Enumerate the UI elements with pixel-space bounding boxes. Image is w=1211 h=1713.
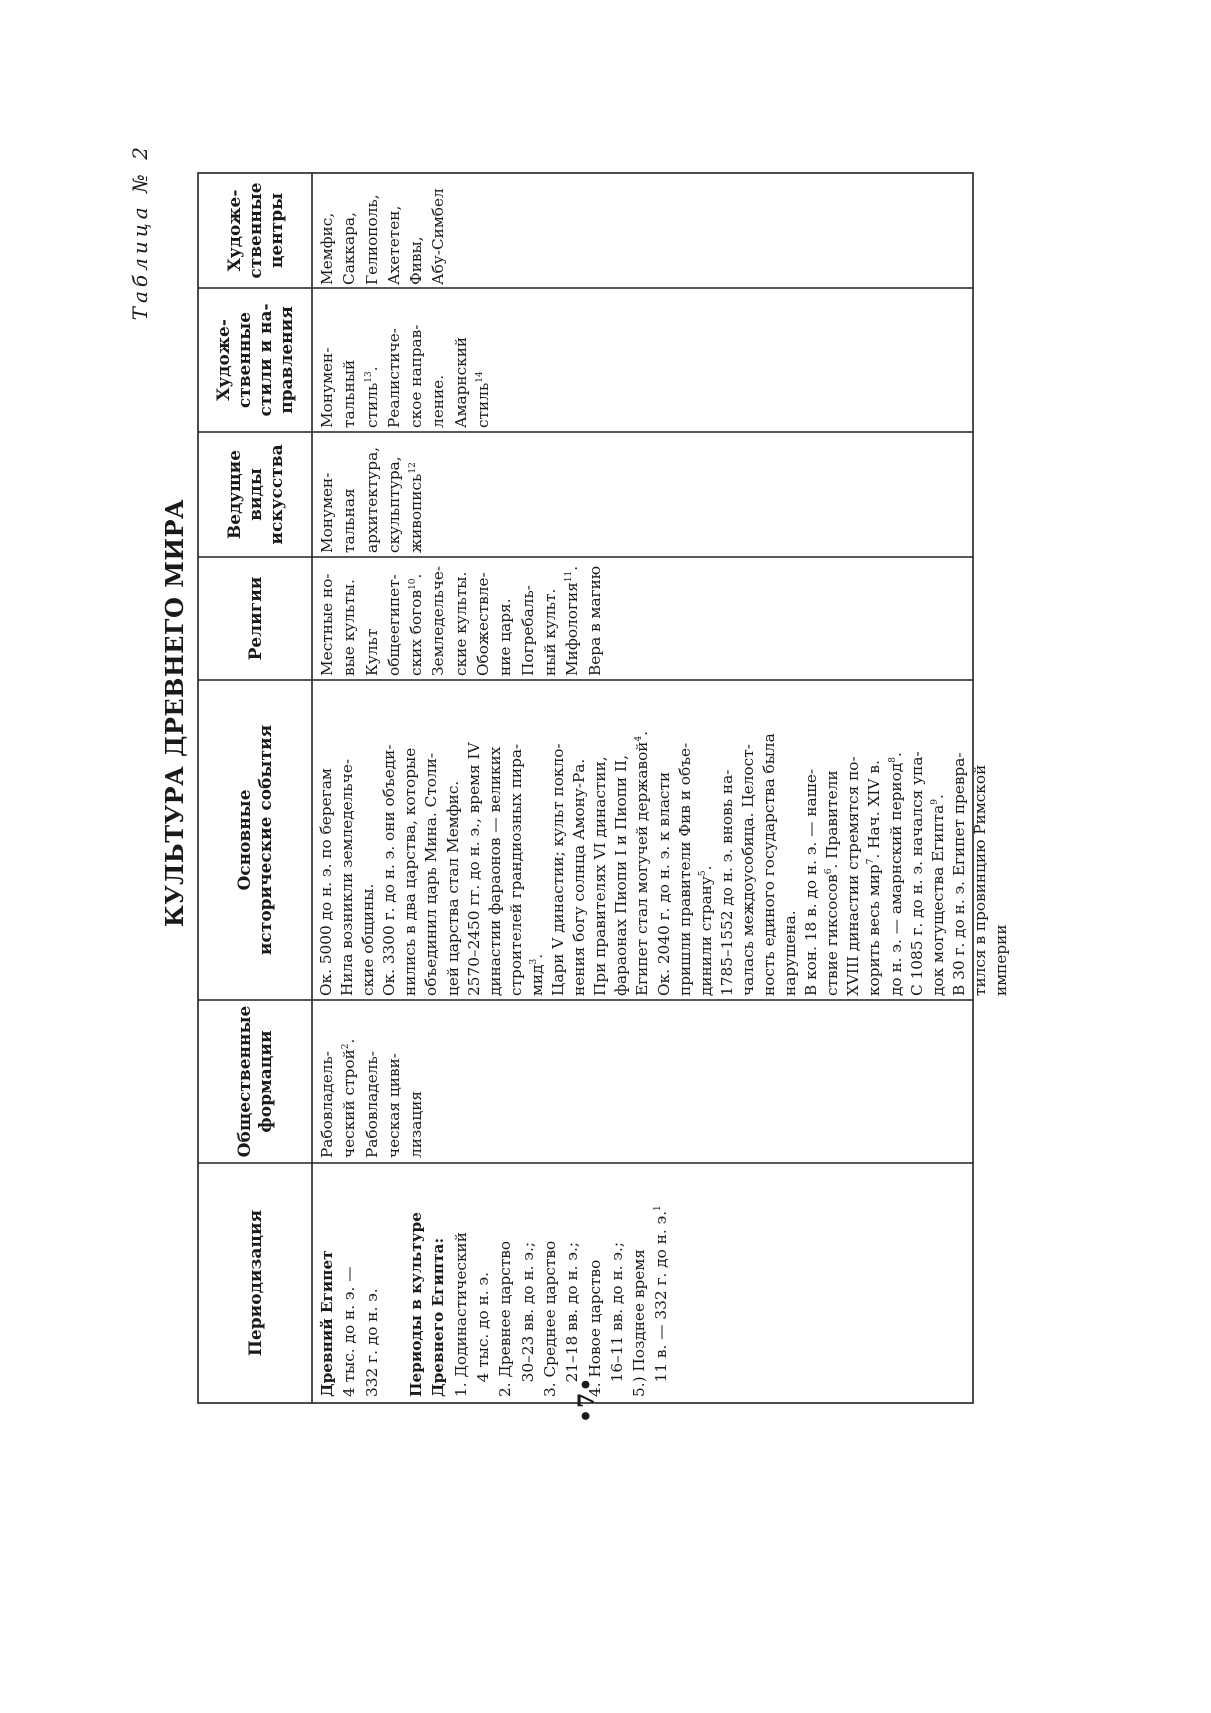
religion-line: Местные но- xyxy=(318,573,336,676)
event-line: Цари V династии; культ покло- xyxy=(549,743,568,996)
center-line: Фивы, xyxy=(407,236,426,285)
footnote-ref: 7 xyxy=(866,858,877,865)
event-line: Нила возникли земледельче- xyxy=(338,758,357,996)
period-item: 16–11 вв. до н. э.; xyxy=(607,1242,626,1383)
event-line: нарушена. xyxy=(781,910,800,996)
cell-periodization xyxy=(316,1205,673,1397)
formation-line: Рабовладель- xyxy=(362,1051,381,1158)
cell-formations xyxy=(316,1039,427,1158)
period-item: 5.) Позднее время xyxy=(630,1249,649,1397)
period-heading: Древний Египет xyxy=(318,1250,336,1397)
footnote-ref: 6 xyxy=(824,868,835,875)
cell-religions: Местные но- вые культы. Культ общеегипет- ских богов$^{10}$. Земледельче- ские культы. Обожествле- ние царя. Погребаль- ный культ. Мифология$^{11}$. Вера в магию xyxy=(318,565,604,676)
periods-heading-2: Древнего Египта: xyxy=(429,1237,448,1397)
art-line: живопись xyxy=(407,473,426,553)
footnote-ref: 2 xyxy=(341,1043,352,1050)
event-line: династии фараонов — великих xyxy=(485,746,504,996)
footnote-ref: 12 xyxy=(408,462,419,474)
event-line: Ок. 5000 до н. э. по берегам xyxy=(317,768,335,996)
period-item: 3. Среднее царство xyxy=(540,1240,559,1397)
center-line: Абу-Симбел xyxy=(429,188,448,285)
event-line: док могущества Египта xyxy=(928,804,947,996)
event-line: В кон. 18 в. до н. э. — наше- xyxy=(802,768,821,996)
style-line: ское направ- xyxy=(407,324,426,428)
event-line: фараонах Пиопи I и Пиопи II, xyxy=(612,755,631,996)
header-styles: Художе- ственные стили и на- правления xyxy=(214,303,297,417)
event-line: чалась междоусобица. Целост- xyxy=(738,744,757,996)
header-events: Основные исторические события xyxy=(235,724,276,956)
event-line: При правителях VI династии, xyxy=(591,756,610,996)
header-religions: Религии xyxy=(245,576,266,661)
cell-arts xyxy=(316,447,427,553)
event-line: ность единого государства была xyxy=(759,733,778,996)
footnote-ref: 8 xyxy=(887,757,898,763)
period-range-2: 332 г. до н. э. xyxy=(362,1288,381,1397)
footnote-ref: 14 xyxy=(474,371,485,383)
page-number: •7• xyxy=(574,1376,600,1423)
period-item: 30–23 вв. до н. э.; xyxy=(518,1242,537,1383)
event-line: мид xyxy=(527,964,546,996)
period-item: 21–18 вв. до н. э.; xyxy=(563,1242,582,1383)
event-line: нились в два царства, которые xyxy=(401,747,420,996)
formation-line: лизация xyxy=(407,1090,426,1158)
event-line: до н. э. — амарнский период xyxy=(886,762,905,996)
header-arts: Ведущие виды искусства xyxy=(224,444,287,545)
event-line: В 30 г. до н. э. Египет превра- xyxy=(949,752,968,996)
religion-line: Культ xyxy=(362,628,381,676)
event-line: ские общины. xyxy=(359,883,378,996)
style-line: тальный xyxy=(340,359,359,428)
event-line: 2570–2450 гг. до н. э., время IV xyxy=(464,742,483,996)
period-item: 2. Древнее царство xyxy=(496,1240,515,1397)
center-line: Мемфис, xyxy=(318,212,336,285)
page-title: КУЛЬТУРА ДРЕВНЕГО МИРА xyxy=(160,498,189,928)
event-line: динили страну xyxy=(696,876,715,996)
style-line: ление. xyxy=(429,374,448,428)
cell-centers xyxy=(316,188,450,285)
period-item: 4 тыс. до н. э. xyxy=(474,1272,493,1383)
formation-line: ческая циви- xyxy=(384,1053,403,1158)
style-line: Монумен- xyxy=(318,347,336,428)
period-item: 11 в. — 332 г. до н. э. xyxy=(652,1210,671,1383)
art-line: Монумен- xyxy=(318,472,336,553)
event-line-tail: . Правители xyxy=(823,770,842,869)
footnote-ref: 3 xyxy=(528,958,539,965)
religion-line: Вера в магию xyxy=(585,565,604,676)
event-line: 1785–1552 до н. э. вновь на- xyxy=(717,769,736,996)
event-line: империи xyxy=(992,924,1010,996)
style-line: стиль xyxy=(474,382,493,428)
event-line: тился в провинцию Римской xyxy=(970,764,989,996)
event-line: корить весь мир xyxy=(865,864,884,996)
religion-line: ный культ. xyxy=(540,588,559,676)
center-line: Гелиополь, xyxy=(362,194,381,285)
footnote-ref: 10 xyxy=(408,578,419,590)
footnote-ref: 13 xyxy=(363,371,374,383)
footnote-ref: 4 xyxy=(634,735,645,742)
religion-line: ние царя. xyxy=(496,598,515,676)
event-line: цей царства стал Мемфис. xyxy=(443,780,462,996)
style-line: стиль xyxy=(362,382,381,428)
religion-line: Погребаль- xyxy=(518,585,537,676)
event-line-tail: . Нач. XIV в. xyxy=(865,760,884,859)
cell-styles: Монумен- тальный стиль$^{13}$. Реалистиче- ское направ- ление. Амарнский стиль$^{14}$ xyxy=(318,324,493,428)
religion-line: общеегипет- xyxy=(384,574,403,676)
center-line: Ахететен, xyxy=(384,205,403,285)
header-centers: Художе- ственные центры xyxy=(224,182,287,279)
event-line: Египет стал могучей державой xyxy=(633,741,652,996)
event-line: ствие гиксосов xyxy=(823,874,842,996)
center-line: Саккара, xyxy=(340,212,359,285)
event-line: Ок. 2040 г. до н. э. к власти xyxy=(654,771,673,996)
footnote-ref: 1 xyxy=(653,1205,664,1211)
period-item: 1. Додинастический xyxy=(451,1232,470,1397)
religion-line: Обожествле- xyxy=(474,572,493,676)
periods-heading-1: Периоды в культуре xyxy=(407,1212,426,1397)
formation-line-tail: . xyxy=(340,1038,359,1044)
cell-events: Ок. 5000 до н. э. по берегам Нила возникли земледельче- ские общины. Ок. 3300 г. до н. э. они объеди- нились в два царства, которые объединил царь Мина. Столи- цей царства стал Мемфис. 2570–2450 гг. до н. э., время IV династии фараонов — великих строителей грандиозных пира- мид$^3$. Цари V династии; культ покло- нения богу солнца Амону-Ра. При правителях VI династии, фараонах Пиопи I и Пиопи II, Египет стал могучей державой$^4$. Ок. 2040 г. до н. э. к власти пришли правители Фив и объе- динили страну$^5$. 1785–1552 до н. э. вновь на- чалась междоусобица. Целост- ность единого государства была нарушена. В кон. 18 в. до н. э. — наше- ствие гиксосов$^6$. Правители XVIII династии стремятся по- корить весь мир$^7$. Нач. XIV в. до н. э. — амарнский период$^8$. С 1085 г. до н. э. начался упа- док могущества Египта$^9$. В 30 г. до н. э. Египет превра- тился в провинцию Римской империи xyxy=(317,730,1010,996)
event-line: пришли правители Фив и объе- xyxy=(675,742,694,996)
period-range-1: 4 тыс. до н. э. — xyxy=(340,1266,359,1397)
religion-line: вые культы. xyxy=(340,579,359,676)
event-line: XVIII династии стремятся по- xyxy=(844,756,863,996)
header-periodization: Периодизация xyxy=(245,1209,266,1357)
style-line: Реалистиче- xyxy=(384,328,403,428)
footnote-ref: 5 xyxy=(697,870,708,877)
art-line: скульптура, xyxy=(384,456,403,553)
religion-line: Земледельче- xyxy=(429,565,448,676)
table-label: Таблица № 2 xyxy=(128,143,152,321)
event-line: Ок. 3300 г. до н. э. они объеди- xyxy=(380,744,399,996)
event-line: объединил царь Мина. Столи- xyxy=(422,752,441,996)
formation-line: ческий строй xyxy=(340,1049,359,1158)
event-line: нения богу солнца Амону-Ра. xyxy=(570,758,589,996)
religion-line: ских богов xyxy=(407,589,426,676)
period-item: 4. Новое царство xyxy=(585,1259,604,1397)
event-line: С 1085 г. до н. э. начался упа- xyxy=(907,751,926,996)
event-line: строителей грандиозных пира- xyxy=(506,743,525,996)
religion-line: ские культы. xyxy=(451,571,470,676)
religion-line: Мифология xyxy=(563,582,582,676)
formation-line: Рабовладель- xyxy=(318,1051,336,1158)
art-line: архитектура, xyxy=(362,446,381,553)
header-formations: Общественные формации xyxy=(235,1005,276,1158)
style-line: Амарнский xyxy=(451,336,470,428)
footnote-ref: 9 xyxy=(929,799,940,805)
art-line: тальная xyxy=(340,488,359,553)
footnote-ref: 11 xyxy=(564,570,575,583)
